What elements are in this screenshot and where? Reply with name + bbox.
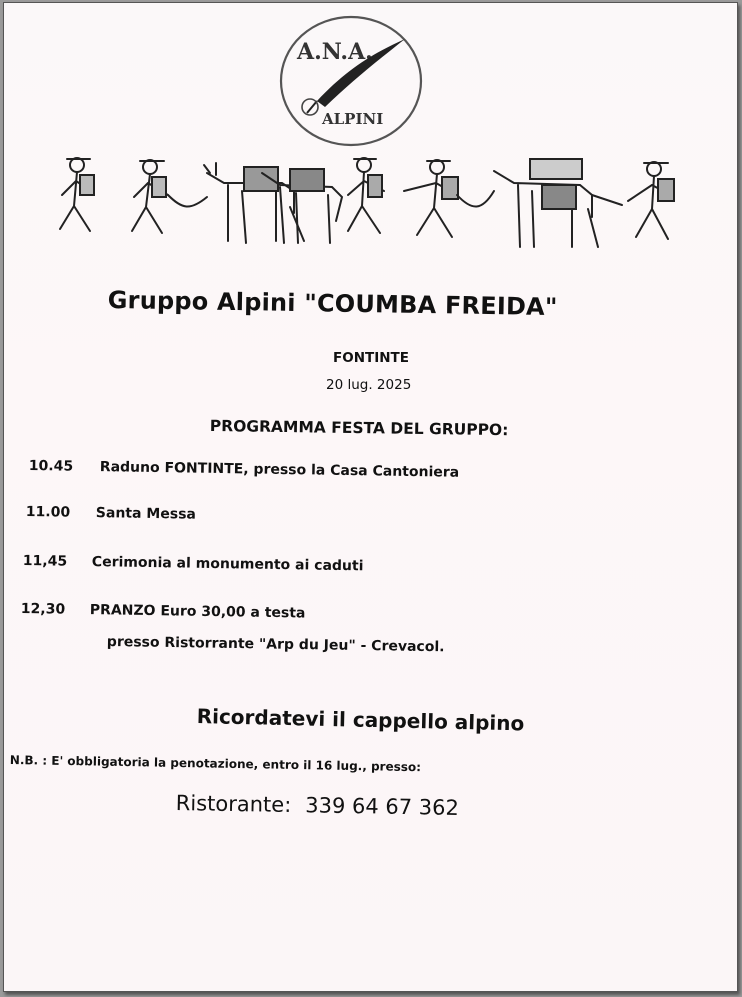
program-item-desc: PRANZO Euro 30,00 a testa xyxy=(89,602,306,622)
logo-text-bottom: ALPINI xyxy=(322,110,384,128)
reservation-note: N.B. : E' obbligatoria la penotazione, entro il 16 lug., presso: xyxy=(9,753,422,775)
lunch-location: presso Ristorrante "Arp du Jeu" - Crevacol. xyxy=(106,634,445,656)
program-item-desc: Raduno FONTINTE, presso la Casa Cantoniera xyxy=(99,459,460,481)
program-item-time: 11.00 xyxy=(25,504,71,521)
contact-line xyxy=(176,791,460,820)
program-item-4 xyxy=(20,601,306,622)
program-item-time: 10.45 xyxy=(28,458,74,475)
logo-text-top: A.N.A. xyxy=(297,39,373,65)
event-date: 20 lug. 2025 xyxy=(326,377,412,393)
program-item-desc: Cerimonia al monumento ai caduti xyxy=(91,554,364,575)
alpini-march-banner-image xyxy=(32,151,692,263)
program-item-3 xyxy=(22,553,364,575)
alpini-logo xyxy=(277,9,425,149)
program-title: PROGRAMMA FESTA DEL GRUPPO: xyxy=(209,417,509,440)
hat-reminder: Ricordatevi il cappello alpino xyxy=(196,704,525,736)
program-item-2 xyxy=(25,504,197,523)
program-item-time: 12,30 xyxy=(20,601,66,618)
event-place: FONTINTE xyxy=(333,350,409,366)
contact-label: Ristorante: xyxy=(175,791,292,818)
flyer-sheet xyxy=(3,2,738,992)
contact-phone: 339 64 67 362 xyxy=(305,793,460,820)
program-item-1 xyxy=(28,458,460,481)
program-item-desc: Santa Messa xyxy=(95,505,197,523)
group-title: Gruppo Alpini "COUMBA FREIDA" xyxy=(107,286,558,322)
program-item-time: 11,45 xyxy=(22,553,68,570)
